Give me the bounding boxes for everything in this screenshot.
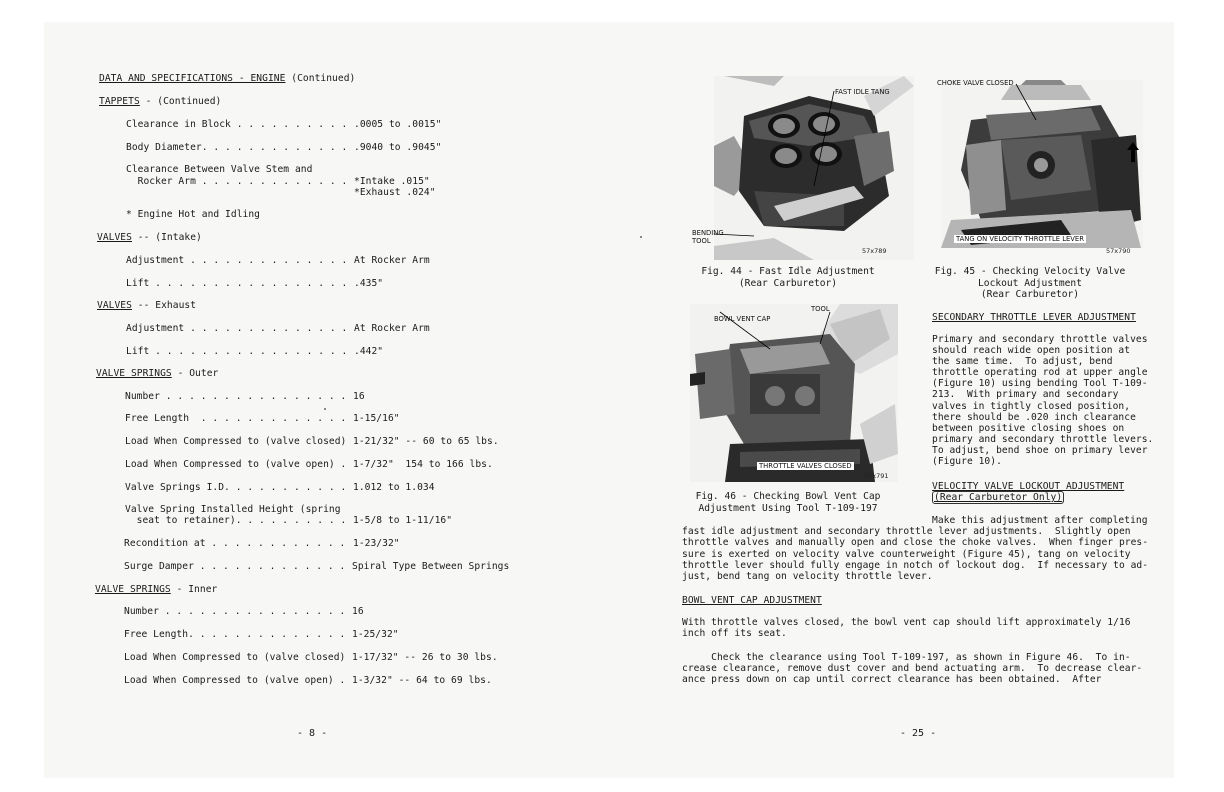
fig45-callout-tang: TANG ON VELOCITY THROTTLE LEVER: [956, 235, 1084, 243]
fig45-caption-sub2: (Rear Carburetor): [980, 289, 1080, 300]
page-number: - 25 -: [900, 728, 937, 739]
left-page: [44, 22, 610, 778]
carburetor-photo-icon: [941, 80, 1143, 248]
spec-value: 1-23/32": [353, 538, 400, 549]
spec-value: 1-5/8 to 1-11/16": [353, 515, 453, 526]
section-title-valve-springs-outer: VALVE SPRINGS - Outer: [96, 368, 219, 379]
spec-value: 1-15/16": [353, 413, 400, 424]
fig46-callout-tool: TOOL: [811, 305, 830, 313]
fig44-callout-bending: BENDING: [692, 229, 724, 237]
fig46-callout-throttle-valves: THROTTLE VALVES CLOSED: [759, 462, 852, 470]
spec-value: .0005 to .0015": [354, 119, 442, 130]
spec-label: Load When Compressed to (valve open) .: [124, 675, 346, 686]
spec-label: Valve Spring Installed Height (spring: [125, 504, 341, 515]
secondary-text-line: To adjust, bend shoe on primary lever: [932, 445, 1148, 456]
spec-label: Load When Compressed to (valve open) .: [125, 459, 347, 470]
spec-value: 1-3/32" -- 64 to 69 lbs.: [352, 675, 492, 686]
spec-label: Clearance in Block . . . . . . . . . .: [126, 119, 348, 130]
bowl-text-line: inch off its seat.: [682, 628, 787, 639]
velocity-text-line: sure is exerted on velocity valve counterweight (Figure 45), tang on velocity: [682, 549, 1131, 560]
secondary-text-line: between positive closing shoes on: [932, 423, 1125, 434]
spec-label: Number . . . . . . . . . . . . . . . .: [125, 391, 347, 402]
spec-value: At Rocker Arm: [354, 255, 430, 266]
spec-value: Spiral Type Between Springs: [352, 561, 510, 572]
page-number: - 8 -: [297, 728, 328, 739]
spec-label: Rocker Arm . . . . . . . . . . . . .: [126, 176, 348, 187]
spec-label: Load When Compressed to (valve closed): [124, 652, 346, 663]
fig46-caption: Fig. 46 - Checking Bowl Vent Cap: [695, 491, 881, 502]
carburetor-photo-icon: [714, 76, 914, 260]
spec-label: Recondition at . . . . . . . . . . . .: [124, 538, 346, 549]
velocity-text-line: fast idle adjustment and secondary throttle lever adjustments. Slightly open: [682, 526, 1131, 537]
spec-label: Adjustment . . . . . . . . . . . . . .: [126, 323, 348, 334]
secondary-text-line: should reach wide open position at: [932, 345, 1131, 356]
spec-value: *Exhaust .024": [354, 187, 436, 198]
spec-label: Lift . . . . . . . . . . . . . . . . .: [126, 346, 348, 357]
spec-value: .442": [354, 346, 384, 357]
velocity-text-first-line: Make this adjustment after completing: [932, 515, 1148, 526]
bowl-text-line: ance press down on cap until correct clearance has been obtained. After: [682, 674, 1102, 685]
bowl-vent-heading: BOWL VENT CAP ADJUSTMENT: [682, 595, 822, 606]
secondary-text-line: primary and secondary throttle levers.: [932, 434, 1154, 445]
fig46-photo: [690, 304, 898, 482]
velocity-heading: VELOCITY VALVE LOCKOUT ADJUSTMENT: [932, 481, 1125, 492]
speck: [324, 408, 326, 410]
secondary-text-line: the same time. To adjust, bend: [932, 356, 1113, 367]
spec-value: 1.012 to 1.034: [353, 482, 435, 493]
spec-value: 1-25/32": [352, 629, 399, 640]
fig46-callout-bowl-vent-cap: BOWL VENT CAP: [714, 315, 771, 323]
fig44-callout-tool: TOOL: [692, 237, 711, 245]
fig44-callout-fast-idle-tang: FAST IDLE TANG: [835, 88, 890, 96]
fig46-caption-sub: Adjustment Using Tool T-109-197: [698, 503, 878, 514]
spec-value: 1-21/32" -- 60 to 65 lbs.: [353, 436, 499, 447]
spec-value: .9040 to .9045": [354, 142, 442, 153]
bowl-text-line: Check the clearance using Tool T-109-197, as shown in Figure 46. To in-: [682, 652, 1131, 663]
spec-label: Valve Springs I.D. . . . . . . . . . .: [125, 482, 347, 493]
velocity-text-line: throttle valves and manually open and close the choke valves. When finger pres-: [682, 537, 1149, 548]
spec-value: .435": [354, 278, 384, 289]
spec-label: Free Length. . . . . . . . . . . . . .: [124, 629, 346, 640]
fig45-code: 57x790: [1106, 247, 1131, 255]
section-title-valves-intake: VALVES -- (Intake): [97, 232, 202, 243]
speck: [640, 236, 642, 238]
bowl-text-line: With throttle valves closed, the bowl vent cap should lift approximately 1/16: [682, 617, 1131, 628]
section-title-valve-springs-inner: VALVE SPRINGS - Inner: [95, 584, 218, 595]
spec-value: 16: [353, 391, 365, 402]
fig45-caption-sub: Lockout Adjustment: [978, 278, 1082, 289]
spec-label: Lift . . . . . . . . . . . . . . . . .: [126, 278, 348, 289]
section-title-tappets: TAPPETS - (Continued): [99, 96, 222, 107]
spec-value: 1-7/32" 154 to 166 lbs.: [353, 459, 493, 470]
secondary-text-line: throttle operating rod at upper angle: [932, 367, 1148, 378]
secondary-throttle-heading: SECONDARY THROTTLE LEVER ADJUSTMENT: [932, 312, 1136, 323]
spec-value: At Rocker Arm: [354, 323, 430, 334]
secondary-text-line: (Figure 10) using bending Tool T-109-: [932, 378, 1148, 389]
secondary-text-line: there should be .020 inch clearance: [932, 412, 1136, 423]
spec-label: Free Length . . . . . . . . . . . . .: [125, 413, 347, 424]
spec-label: Body Diameter. . . . . . . . . . . . .: [126, 142, 348, 153]
spec-label: Surge Damper . . . . . . . . . . . . .: [124, 561, 346, 572]
spec-label: Load When Compressed to (valve closed): [125, 436, 347, 447]
carburetor-photo-icon: [690, 304, 898, 482]
spec-label: Adjustment . . . . . . . . . . . . . .: [126, 255, 348, 266]
fig44-caption-sub: (Rear Carburetor): [738, 278, 838, 289]
fig45-callout-choke-valve: CHOKE VALVE CLOSED: [937, 79, 1014, 87]
spec-heading: DATA AND SPECIFICATIONS - ENGINE (Continued): [99, 73, 356, 84]
fig45-photo: [941, 80, 1143, 248]
section-title-valves-exhaust: VALVES -- Exhaust: [97, 300, 197, 311]
fig44-code: 57x789: [862, 247, 887, 255]
spec-label: Clearance Between Valve Stem and: [126, 164, 313, 175]
secondary-text-line: 213. With primary and secondary: [932, 389, 1119, 400]
fig46-code: 57x791: [864, 472, 889, 480]
fig44-caption: Fig. 44 - Fast Idle Adjustment: [701, 266, 875, 277]
spec-label: Number . . . . . . . . . . . . . . . .: [124, 606, 346, 617]
velocity-text-line: throttle lever should fully engage in notch of lockout dog. If necessary to ad-: [682, 560, 1149, 571]
velocity-text-line: just, bend tang on velocity throttle lever.: [682, 571, 933, 582]
right-page: [608, 22, 1174, 778]
secondary-text-line: Primary and secondary throttle valves: [932, 334, 1148, 345]
fig44-photo: [714, 76, 914, 260]
spec-label: seat to retainer). . . . . . . . . .: [125, 515, 347, 526]
spec-value: *Intake .015": [354, 176, 430, 187]
spec-note: * Engine Hot and Idling: [126, 209, 260, 220]
velocity-heading-sub: (Rear Carburetor Only): [934, 492, 1063, 503]
fig45-caption: Fig. 45 - Checking Velocity Valve: [934, 266, 1126, 277]
spec-value: 1-17/32" -- 26 to 30 lbs.: [352, 652, 498, 663]
bowl-text-line: crease clearance, remove dust cover and bend actuating arm. To decrease clear-: [682, 663, 1143, 674]
secondary-text-line: valves in tightly closed position,: [932, 401, 1131, 412]
secondary-text-line: (Figure 10).: [932, 456, 1002, 467]
spec-value: 16: [352, 606, 364, 617]
